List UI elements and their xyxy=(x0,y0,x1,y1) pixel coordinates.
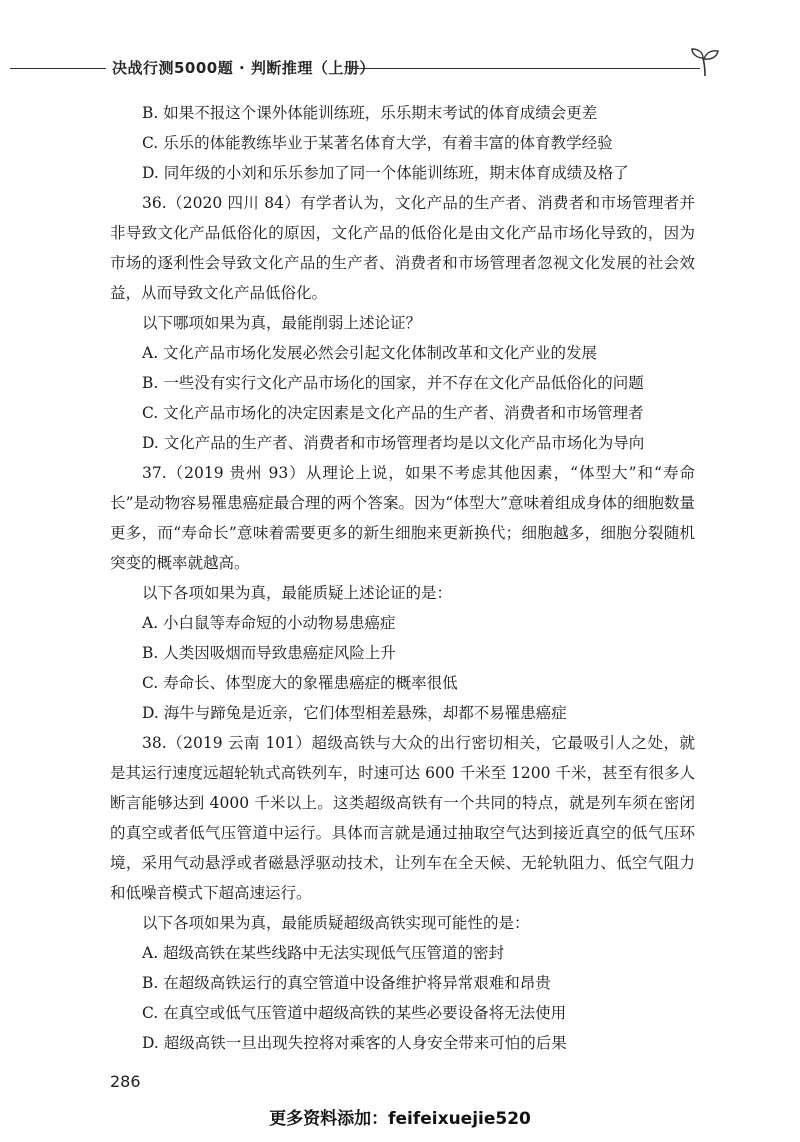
q38-option-d: D. 超级高铁一旦出现失控将对乘客的人身安全带来可怕的后果 xyxy=(142,1034,567,1052)
q36-question: 以下哪项如果为真，最能削弱上述论证？ xyxy=(142,314,422,332)
q35-option-b: B. 如果不报这个课外体能训练班，乐乐期末考试的体育成绩会更差 xyxy=(142,104,598,122)
q36-option-a: A. 文化产品市场化发展必然会引起文化体制改革和文化产业的发展 xyxy=(142,344,598,362)
q36-option-c: C. 文化产品市场化的决定因素是文化产品的生产者、消费者和市场管理者 xyxy=(142,404,644,422)
q36-option-d: D. 文化产品的生产者、消费者和市场管理者均是以文化产品市场化为导向 xyxy=(142,434,645,452)
sprout-icon xyxy=(688,44,722,78)
q35-option-d: D. 同年级的小刘和乐乐参加了同一个体能训练班，期末体育成绩及格了 xyxy=(142,164,629,182)
page-content xyxy=(110,98,695,1058)
footer-note: 更多资料添加：feifeixuejie520 xyxy=(269,1109,531,1129)
q38-stem: 38.（2019 云南 101）超级高铁与大众的出行密切相关，它最吸引人之处，就是其运行速度远超轮轨式高铁列车，时速可达 600 千米至 1200 千米，甚至有很多人断言能够达到 4000 千米以上。这类超级高铁有一个共同的特点，就是列车须在密闭的真空或者低气压管道中运行。具体而言就是通过抽取空气达到接近真空的低气压环境，采用气动悬浮或者磁悬浮驱动技术，让列车在全天候、无轮轨阻力、低空气阻力和低噪音模式下超高速运行。 xyxy=(110,734,695,902)
book-title: 决战行测5000题 · 判断推理（上册） xyxy=(112,59,375,77)
header-rule-right xyxy=(350,68,700,69)
q36-option-b: B. 一些没有实行文化产品市场化的国家，并不存在文化产品低俗化的问题 xyxy=(142,374,644,392)
q37-option-a: A. 小白鼠等寿命短的小动物易患癌症 xyxy=(142,614,396,632)
q37-option-c: C. 寿命长、体型庞大的象罹患癌症的概率很低 xyxy=(142,674,458,692)
page-number: 286 xyxy=(110,1072,141,1091)
running-header xyxy=(0,44,800,80)
q36-stem: 36.（2020 四川 84）有学者认为，文化产品的生产者、消费者和市场管理者并非导致文化产品低俗化的原因，文化产品的低俗化是由文化产品市场化导致的，因为市场的逐利性会导致文化产品的生产者、消费者和市场管理者忽视文化发展的社会效益，从而导致文化产品低俗化。 xyxy=(110,194,695,302)
q37-option-d: D. 海牛与蹄兔是近亲，它们体型相差悬殊，却都不易罹患癌症 xyxy=(142,704,567,722)
q37-stem: 37.（2019 贵州 93）从理论上说，如果不考虑其他因素，“体型大”和“寿命长”是动物容易罹患癌症最合理的两个答案。因为“体型大”意味着组成身体的细胞数量更多，而“寿命长”意味着需要更多的新生细胞来更新换代；细胞越多，细胞分裂随机突变的概率就越高。 xyxy=(110,464,695,572)
q35-option-c: C. 乐乐的体能教练毕业于某著名体育大学，有着丰富的体育教学经验 xyxy=(142,134,613,152)
q38-option-c: C. 在真空或低气压管道中超级高铁的某些必要设备将无法使用 xyxy=(142,1004,567,1022)
q38-option-a: A. 超级高铁在某些线路中无法实现低气压管道的密封 xyxy=(142,944,505,962)
q37-option-b: B. 人类因吸烟而导致患癌症风险上升 xyxy=(142,644,396,662)
header-rule-left xyxy=(10,68,106,69)
q38-question: 以下各项如果为真，最能质疑超级高铁实现可能性的是： xyxy=(142,914,530,932)
q38-option-b: B. 在超级高铁运行的真空管道中设备维护将异常艰难和昂贵 xyxy=(142,974,551,992)
q37-question: 以下各项如果为真，最能质疑上述论证的是： xyxy=(142,584,453,602)
